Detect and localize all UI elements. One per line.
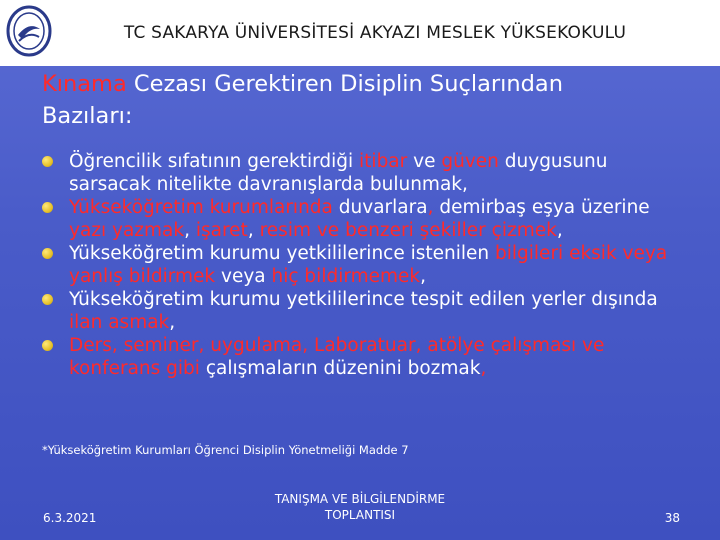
bullet-text: , bbox=[169, 312, 176, 333]
bullet-text: , bbox=[556, 220, 563, 241]
bullet-text: güven bbox=[441, 151, 499, 172]
bullet-dot-icon bbox=[42, 340, 53, 351]
bullet-text: , bbox=[480, 358, 487, 379]
bullet-text: , bbox=[462, 174, 468, 195]
bullet-item bbox=[42, 334, 692, 380]
bullet-item bbox=[42, 242, 692, 288]
bullet-text: yazı yazmak bbox=[69, 220, 185, 241]
bullet-text: veya bbox=[215, 266, 272, 287]
header-title: TC SAKARYA ÜNİVERSİTESİ AKYAZI MESLEK YÜKSEKOKULU bbox=[123, 23, 627, 43]
bullet-text: ilan asmak bbox=[69, 312, 170, 333]
bullet-text: , bbox=[427, 197, 434, 218]
footer-title bbox=[240, 491, 480, 523]
bullet-text: Ders, seminer, uygulama, Laboratuar, atölye çalışması ve konferans gibi bbox=[69, 335, 605, 379]
title-part: Kınama bbox=[42, 71, 127, 97]
bullet-text: Yükseköğretim kurumu yetkililerince tespit edilen yerler dışında bbox=[69, 289, 658, 310]
bullet-text: duvarlara bbox=[332, 197, 428, 218]
title-part: Cezası Gerektiren Disiplin Suçlarından bbox=[126, 71, 563, 97]
bullet-text: itibar bbox=[359, 151, 408, 172]
bullet-text: , bbox=[184, 220, 190, 241]
footer-title-line1: TANIŞMA VE BİLGİLENDİRME bbox=[274, 492, 446, 506]
bullet-text: hiç bildirmemek bbox=[271, 266, 421, 287]
bullet-text: resim ve benzeri bbox=[253, 220, 414, 241]
bullet-dot-icon bbox=[42, 156, 53, 167]
bullet-item bbox=[42, 288, 692, 334]
bullet-text: duygusunu sarsacak nitelikte davranışlarda bulunmak bbox=[69, 151, 608, 195]
bullet-text: işaret bbox=[189, 220, 248, 241]
bullet-text: bilgileri eksik veya yanlış bildirmek bbox=[69, 243, 668, 287]
bullet-text: Yükseköğretim kurumu yetkililerince istenilen bbox=[69, 243, 496, 264]
header-bar bbox=[0, 0, 720, 66]
footer-title-line2: TOPLANTISI bbox=[324, 508, 396, 522]
bullet-dot-icon bbox=[42, 248, 53, 259]
university-seal-icon bbox=[6, 5, 52, 57]
bullet-item bbox=[42, 196, 692, 242]
bullet-text: , bbox=[247, 220, 254, 241]
slide-title bbox=[42, 68, 682, 132]
bullet-list bbox=[42, 150, 692, 380]
bullet-text: şekiller çizmek bbox=[413, 220, 557, 241]
bullet-text: , bbox=[420, 266, 427, 287]
bullet-text: ve bbox=[407, 151, 442, 172]
footnote: *Yükseköğretim Kurumları Öğrenci Disiplin Yönetmeliği Madde 7 bbox=[42, 443, 409, 457]
bullet-text: Yükseköğretim kurumlarında bbox=[69, 197, 333, 218]
bullet-dot-icon bbox=[42, 202, 53, 213]
bullet-text: demirbaş eşya üzerine bbox=[433, 197, 650, 218]
bullet-dot-icon bbox=[42, 294, 53, 305]
bullet-item bbox=[42, 150, 692, 196]
bullet-text: çalışmaların düzenini bozmak bbox=[199, 358, 481, 379]
page-number: 38 bbox=[664, 511, 680, 525]
bullet-text: Öğrencilik sıfatının gerektirdiği bbox=[69, 151, 360, 172]
footer-date: 6.3.2021 bbox=[43, 511, 97, 525]
title-part: Bazıları: bbox=[42, 103, 133, 129]
